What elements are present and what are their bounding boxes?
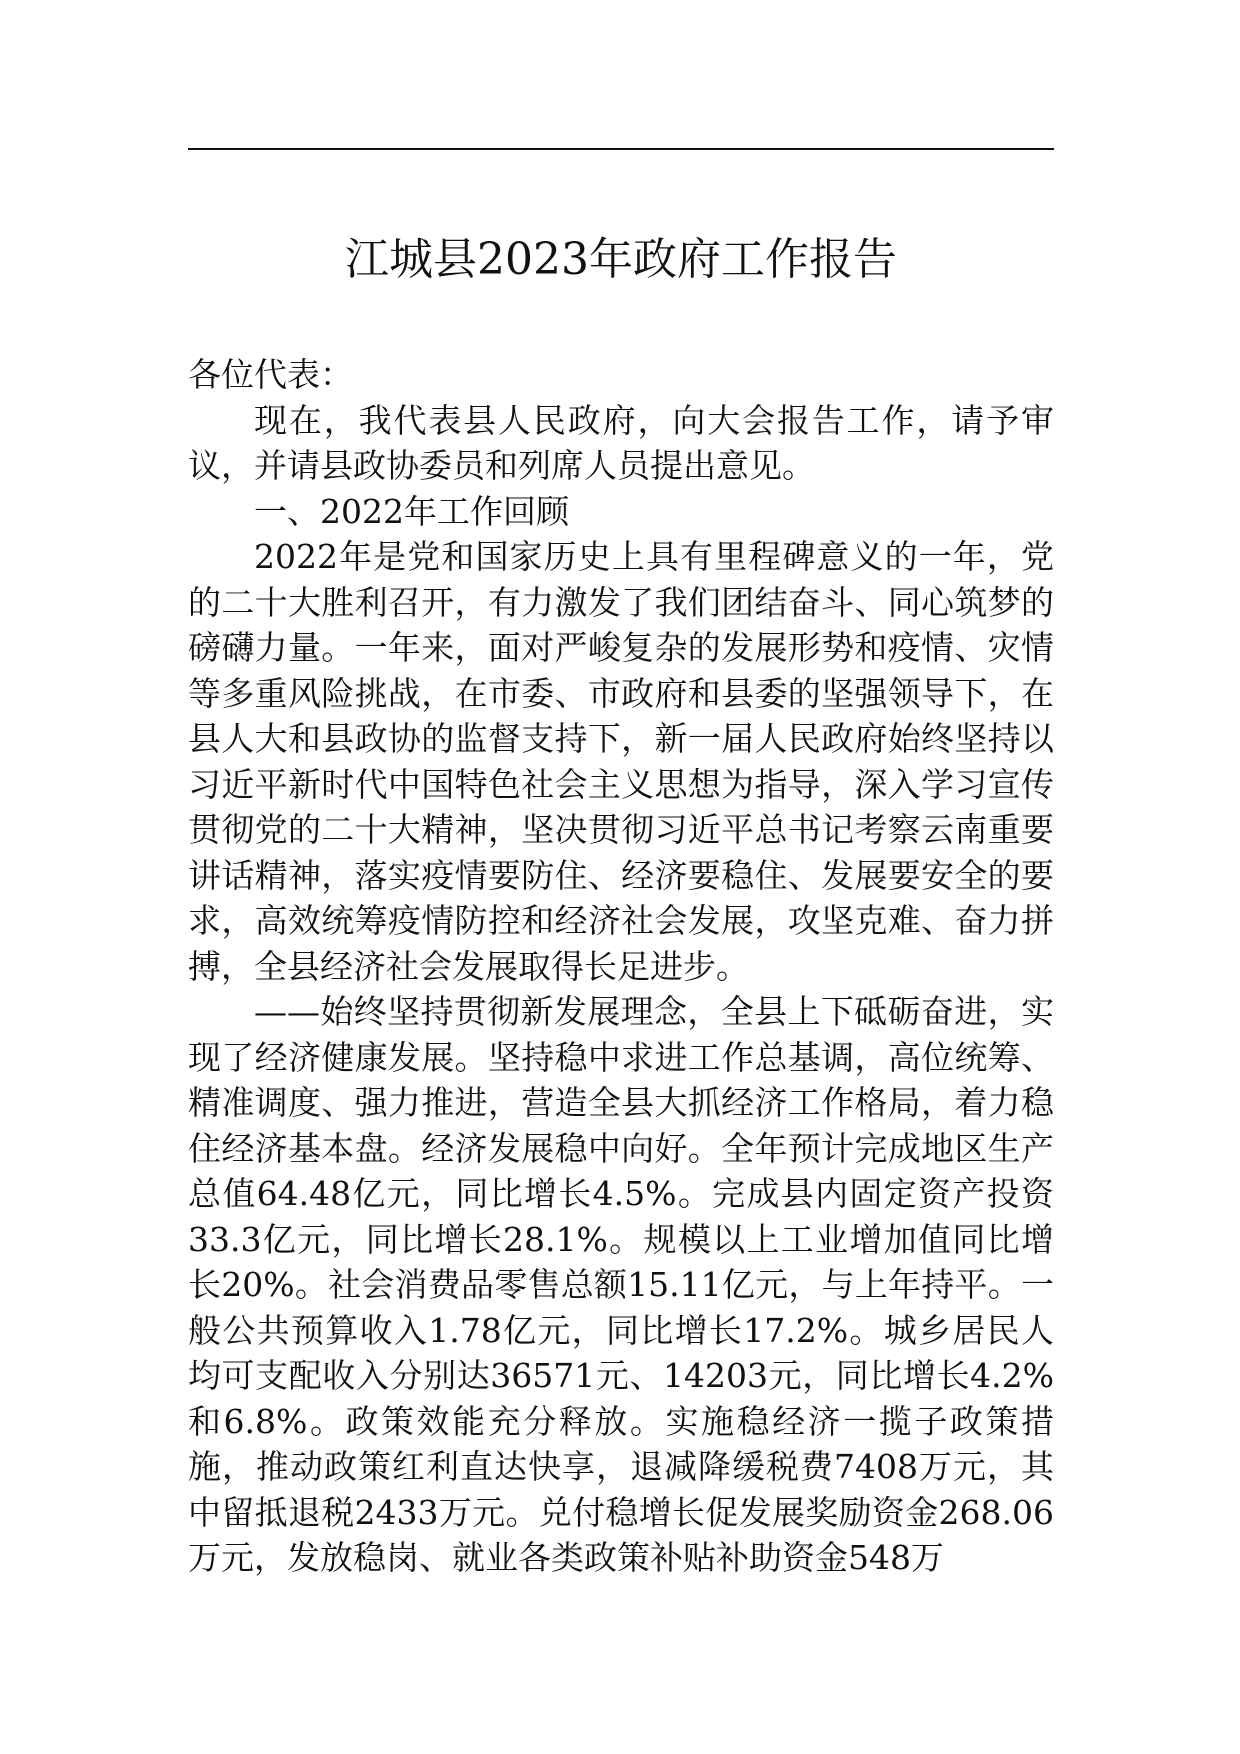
document-title: 江城县2023年政府工作报告 bbox=[345, 234, 897, 285]
paragraph-economy: ——始终坚持贯彻新发展理念，全县上下砥砺奋进，实现了经济健康发展。坚持稳中求进工作总基调，高位统筹、精准调度、强力推进，营造全县大抓经济工作格局，着力稳住经济基本盘。经济发展稳中向好。全年预计完成地区生产总值64.48亿元，同比增长4.5%。完成县内固定资产投资33.3亿元，同比增长28.1%。规模以上工业增加值同比增长20%。社会消费品零售总额15.11亿元，与上年持平。一般公共预算收入1.78亿元，同比增长17.2%。城乡居民人均可支配收入分别达36571元、14203元，同比增长4.2%和6.8%。政策效能充分释放。实施稳经济一揽子政策措施，推动政策红利直达快享，退减降缓税费7408万元，其中留抵退税2433万元。兑付稳增长促发展奖励资金268.06万元，发放稳岗、就业各类政策补贴补助资金548万 bbox=[188, 992, 1054, 1577]
document-body bbox=[188, 352, 1054, 1581]
header-rule bbox=[188, 148, 1054, 150]
paragraph-review: 2022年是党和国家历史上具有里程碑意义的一年，党的二十大胜利召开，有力激发了我们团结奋斗、同心筑梦的磅礴力量。一年来，面对严峻复杂的发展形势和疫情、灾情等多重风险挑战，在市委、市政府和县委的坚强领导下，在县人大和县政协的监督支持下，新一届人民政府始终坚持以习近平新时代中国特色社会主义思想为指导，深入学习宣传贯彻党的二十大精神，坚决贯彻习近平总书记考察云南重要讲话精神，落实疫情要防住、经济要稳住、发展要安全的要求，高效统筹疫情防控和经济社会发展，攻坚克难、奋力拼搏，全县经济社会发展取得长足进步。 bbox=[188, 537, 1054, 986]
salutation: 各位代表： bbox=[188, 355, 353, 394]
section-heading: 一、2022年工作回顾 bbox=[254, 491, 569, 531]
paragraph-opening: 现在，我代表县人民政府，向大会报告工作，请予审议，并请县政协委员和列席人员提出意见。 bbox=[188, 400, 1054, 485]
